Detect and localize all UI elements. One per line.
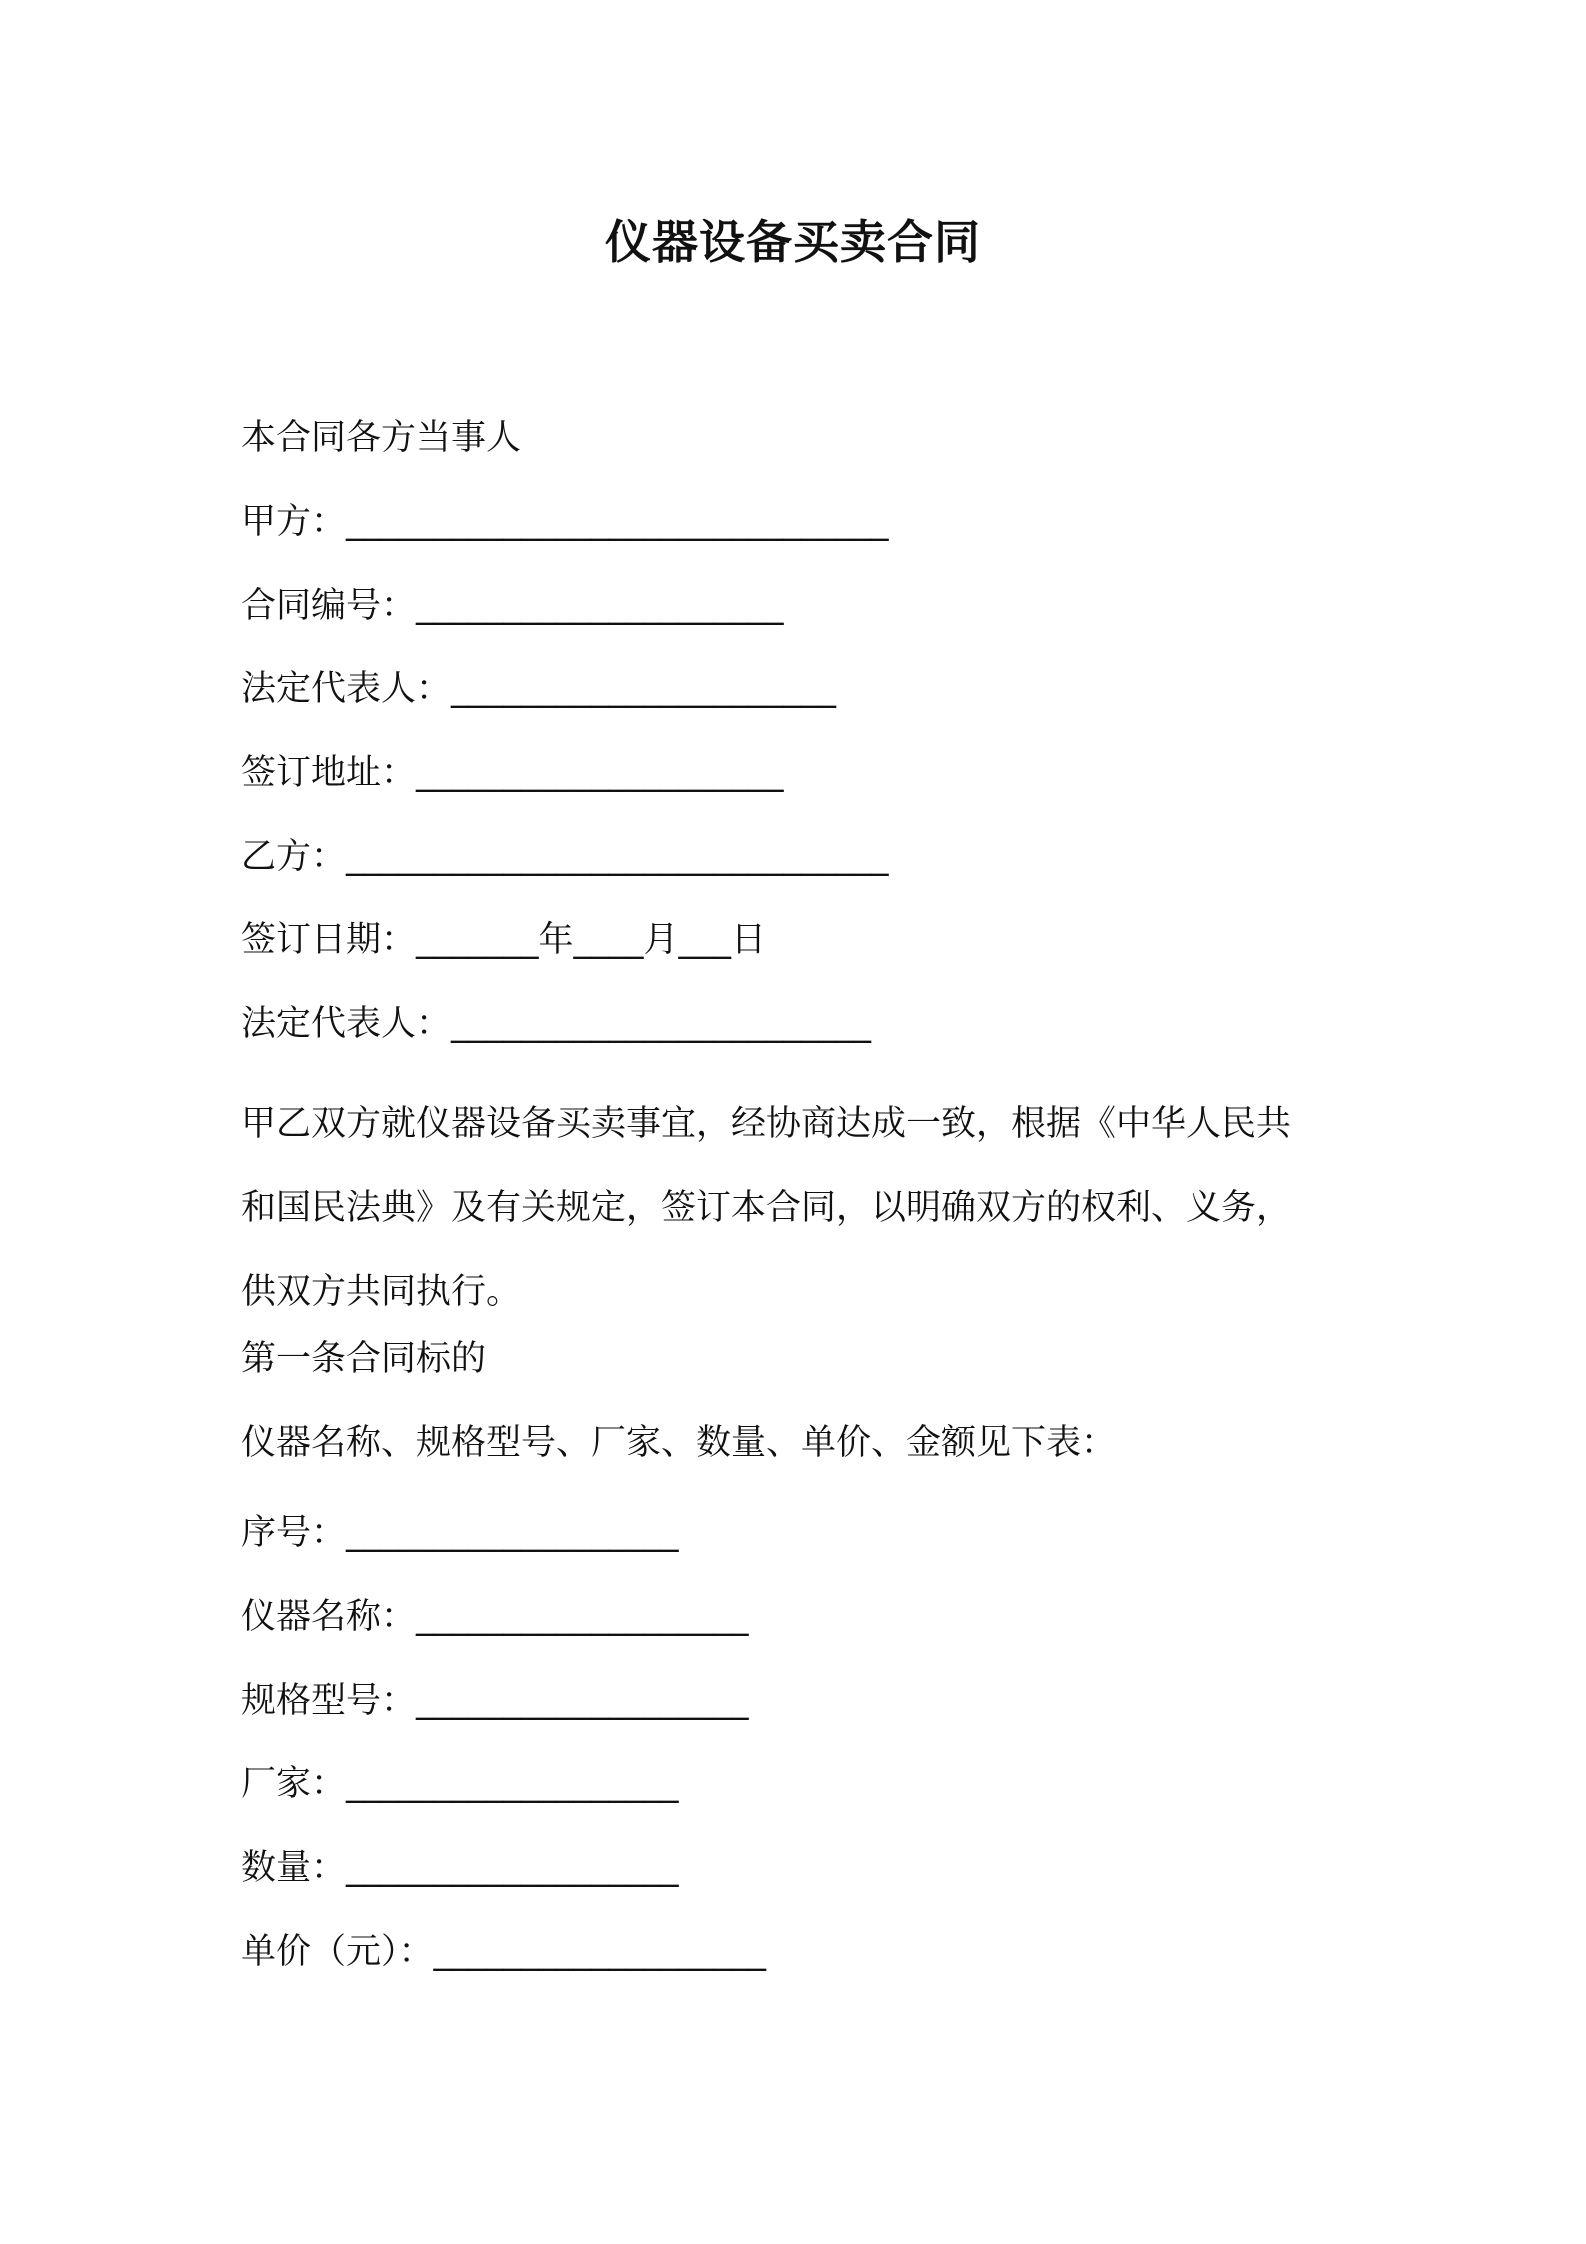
- signing-date-field: 签订日期：_______年____月___日: [241, 920, 767, 960]
- article-1-description: 仪器名称、规格型号、厂家、数量、单价、金额见下表：: [241, 1423, 1117, 1463]
- signing-address-field: 签订地址：_____________________: [241, 753, 784, 793]
- serial-number-field: 序号：___________________: [241, 1513, 679, 1553]
- legal-representative-b-field: 法定代表人：________________________: [241, 1004, 872, 1044]
- quantity-field: 数量：___________________: [241, 1848, 679, 1888]
- contract-number-field: 合同编号：_____________________: [241, 586, 784, 626]
- document-title: 仪器设备买卖合同: [605, 215, 981, 269]
- legal-representative-a-field: 法定代表人：______________________: [241, 669, 837, 709]
- spec-model-field: 规格型号：___________________: [241, 1681, 749, 1721]
- intro-paragraph-line: 供双方共同执行。: [241, 1272, 522, 1312]
- intro-paragraph-line: 甲乙双方就仪器设备买卖事宜，经协商达成一致，根据《中华人民共: [241, 1104, 1292, 1144]
- manufacturer-field: 厂家：___________________: [241, 1764, 679, 1804]
- party-a-field: 甲方：_______________________________: [241, 502, 889, 542]
- parties-heading: 本合同各方当事人: [241, 418, 522, 458]
- intro-paragraph-line: 和国民法典》及有关规定，签订本合同，以明确双方的权利、义务，: [241, 1188, 1292, 1228]
- party-b-field: 乙方：_______________________________: [241, 837, 889, 877]
- intro-paragraph: [241, 1082, 1361, 1334]
- instrument-name-field: 仪器名称：___________________: [241, 1597, 749, 1637]
- unit-price-field: 单价（元）：___________________: [241, 1932, 767, 1972]
- article-1-heading: 第一条合同标的: [241, 1339, 487, 1379]
